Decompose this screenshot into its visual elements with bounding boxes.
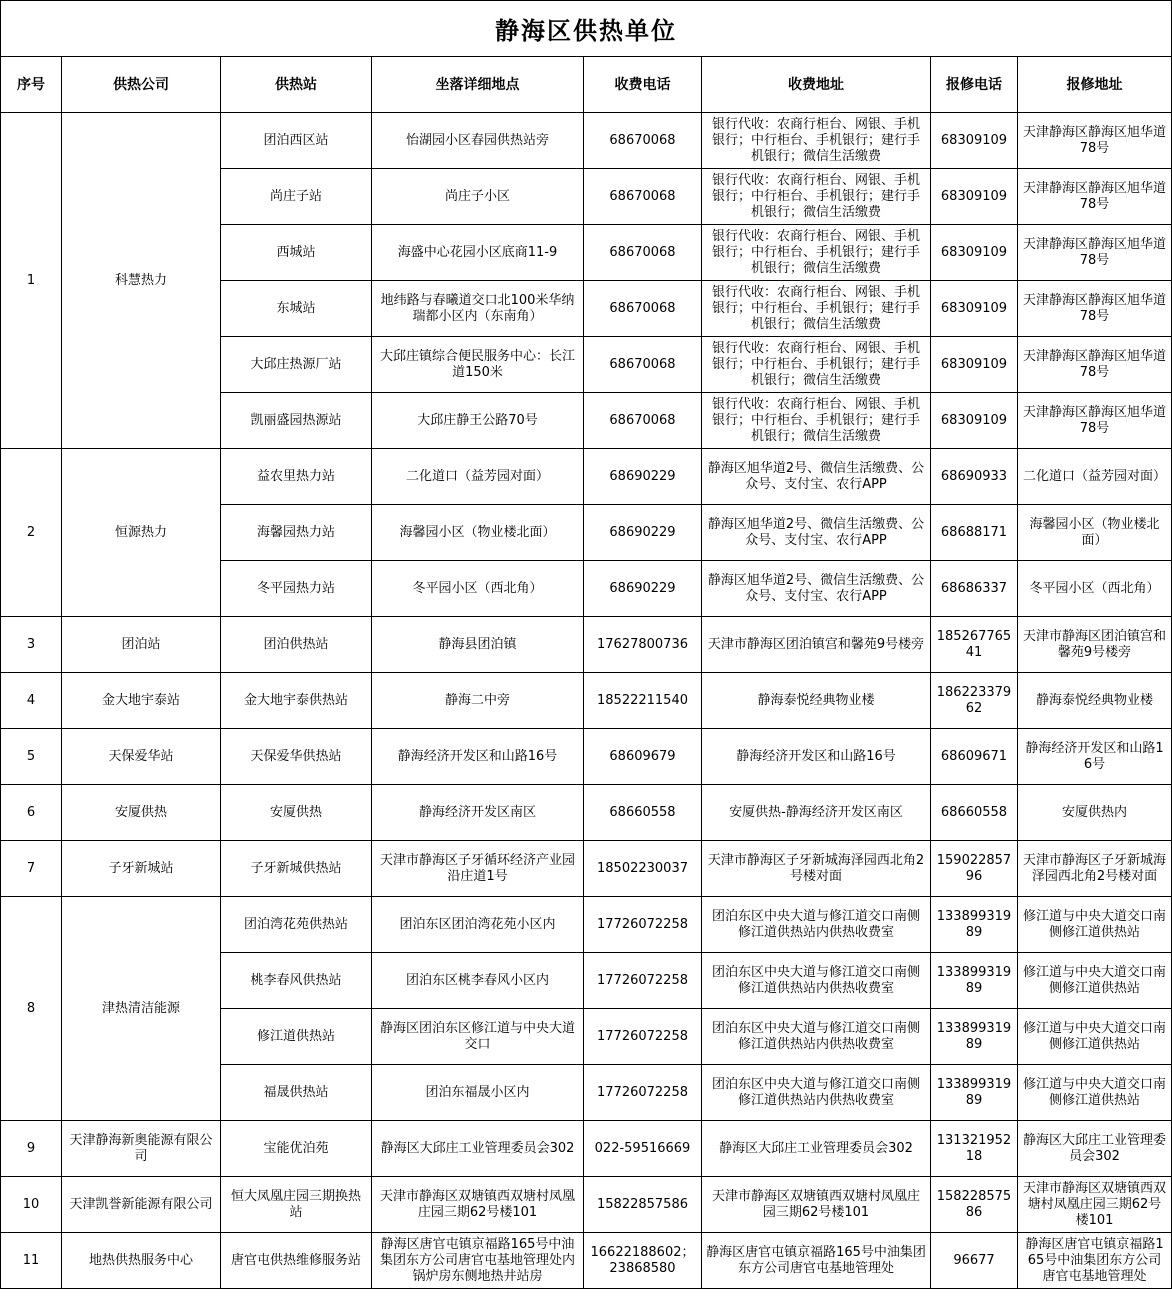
fee-address-cell: 静海区旭华道2号、微信生活缴费、公众号、支付宝、农行APP	[702, 449, 931, 505]
station-cell: 尚庄子站	[221, 169, 372, 225]
repair-phone-cell: 68660558	[931, 785, 1018, 841]
repair-phone-cell: 13389931989	[931, 953, 1018, 1009]
station-cell: 团泊西区站	[221, 113, 372, 169]
station-cell: 团泊供热站	[221, 617, 372, 673]
fee-phone-cell: 17726072258	[584, 897, 702, 953]
repair-phone-cell: 18526776541	[931, 617, 1018, 673]
repair-phone-cell: 68688171	[931, 505, 1018, 561]
location-cell: 冬平园小区（西北角）	[372, 561, 584, 617]
fee-phone-cell: 68670068	[584, 281, 702, 337]
header-repair-phone: 报修电话	[931, 57, 1018, 113]
repair-address-cell: 静海区唐官屯镇京福路165号中油集团东方公司唐官屯基地管理处	[1018, 1233, 1172, 1289]
repair-address-cell: 二化道口（益芳园对面）	[1018, 449, 1172, 505]
company-cell: 团泊站	[62, 617, 221, 673]
header-fee-address: 收费地址	[702, 57, 931, 113]
repair-address-cell: 天津静海区静海区旭华道78号	[1018, 225, 1172, 281]
location-cell: 海盛中心花园小区底商11-9	[372, 225, 584, 281]
fee-address-cell: 团泊东区中央大道与修江道交口南侧修江道供热站内供热收费室	[702, 897, 931, 953]
repair-address-cell: 海馨园小区（物业楼北面）	[1018, 505, 1172, 561]
table-row	[1, 113, 1172, 169]
table-row	[1, 1121, 1172, 1177]
station-cell: 金大地宇泰供热站	[221, 673, 372, 729]
repair-phone-cell: 15902285796	[931, 841, 1018, 897]
repair-phone-cell: 68309109	[931, 337, 1018, 393]
fee-phone-cell: 16622188602；23868580	[584, 1233, 702, 1289]
header-location: 坐落详细地点	[372, 57, 584, 113]
table-row	[1, 785, 1172, 841]
location-cell: 静海经济开发区南区	[372, 785, 584, 841]
station-cell: 宝能优泊苑	[221, 1121, 372, 1177]
location-cell: 海馨园小区（物业楼北面）	[372, 505, 584, 561]
repair-address-cell: 修江道与中央大道交口南侧修江道供热站	[1018, 953, 1172, 1009]
station-cell: 天保爱华供热站	[221, 729, 372, 785]
company-cell: 科慧热力	[62, 113, 221, 449]
repair-phone-cell: 68309109	[931, 281, 1018, 337]
repair-address-cell: 天津市静海区子牙新城海泽园西北角2号楼对面	[1018, 841, 1172, 897]
repair-address-cell: 天津静海区静海区旭华道78号	[1018, 113, 1172, 169]
company-cell: 子牙新城站	[62, 841, 221, 897]
repair-phone-cell: 68609671	[931, 729, 1018, 785]
fee-address-cell: 静海区唐官屯镇京福路165号中油集团东方公司唐官屯基地管理处	[702, 1233, 931, 1289]
fee-phone-cell: 68660558	[584, 785, 702, 841]
fee-address-cell: 静海区旭华道2号、微信生活缴费、公众号、支付宝、农行APP	[702, 561, 931, 617]
location-cell: 团泊东区团泊湾花苑小区内	[372, 897, 584, 953]
table-row	[1, 1233, 1172, 1289]
repair-address-cell: 天津市静海区团泊镇宫和馨苑9号楼旁	[1018, 617, 1172, 673]
station-cell: 恒大凤凰庄园三期换热站	[221, 1177, 372, 1233]
fee-phone-cell: 18502230037	[584, 841, 702, 897]
row-number-cell: 9	[1, 1121, 62, 1177]
company-cell: 天津凯誉新能源有限公司	[62, 1177, 221, 1233]
location-cell: 静海区唐官屯镇京福路165号中油集团东方公司唐官屯基地管理处内锅炉房东侧地热井站房	[372, 1233, 584, 1289]
repair-phone-cell: 68309109	[931, 225, 1018, 281]
table-row	[1, 841, 1172, 897]
fee-phone-cell: 68670068	[584, 169, 702, 225]
location-cell: 团泊东区桃李春风小区内	[372, 953, 584, 1009]
fee-phone-cell: 68670068	[584, 225, 702, 281]
repair-address-cell: 修江道与中央大道交口南侧修江道供热站	[1018, 1009, 1172, 1065]
fee-address-cell: 团泊东区中央大道与修江道交口南侧修江道供热站内供热收费室	[702, 1009, 931, 1065]
location-cell: 大邱庄静王公路70号	[372, 393, 584, 449]
station-cell: 桃李春风供热站	[221, 953, 372, 1009]
table-row	[1, 617, 1172, 673]
station-cell: 修江道供热站	[221, 1009, 372, 1065]
header-fee-phone: 收费电话	[584, 57, 702, 113]
fee-phone-cell: 68609679	[584, 729, 702, 785]
header-station: 供热站	[221, 57, 372, 113]
header-no: 序号	[1, 57, 62, 113]
fee-phone-cell: 022-59516669	[584, 1121, 702, 1177]
row-number-cell: 11	[1, 1233, 62, 1289]
repair-address-cell: 安厦供热内	[1018, 785, 1172, 841]
repair-phone-cell: 15822857586	[931, 1177, 1018, 1233]
fee-address-cell: 银行代收：农商行柜台、网银、手机银行；中行柜台、手机银行；建行手机银行；微信生活缴费	[702, 113, 931, 169]
table-row	[1, 897, 1172, 953]
row-number-cell: 10	[1, 1177, 62, 1233]
repair-address-cell: 天津静海区静海区旭华道78号	[1018, 337, 1172, 393]
repair-phone-cell: 68309109	[931, 393, 1018, 449]
repair-address-cell: 静海泰悦经典物业楼	[1018, 673, 1172, 729]
fee-phone-cell: 17726072258	[584, 1065, 702, 1121]
station-cell: 凯丽盛园热源站	[221, 393, 372, 449]
fee-phone-cell: 17726072258	[584, 953, 702, 1009]
company-cell: 天保爱华站	[62, 729, 221, 785]
repair-address-cell: 静海区大邱庄工业管理委员会302	[1018, 1121, 1172, 1177]
company-cell: 安厦供热	[62, 785, 221, 841]
fee-address-cell: 静海经济开发区和山路16号	[702, 729, 931, 785]
header-company: 供热公司	[62, 57, 221, 113]
location-cell: 团泊东福晟小区内	[372, 1065, 584, 1121]
fee-phone-cell: 68690229	[584, 561, 702, 617]
station-cell: 冬平园热力站	[221, 561, 372, 617]
row-number-cell: 6	[1, 785, 62, 841]
fee-address-cell: 团泊东区中央大道与修江道交口南侧修江道供热站内供热收费室	[702, 1065, 931, 1121]
repair-address-cell: 冬平园小区（西北角）	[1018, 561, 1172, 617]
header-repair-address: 报修地址	[1018, 57, 1172, 113]
fee-phone-cell: 15822857586	[584, 1177, 702, 1233]
repair-phone-cell: 96677	[931, 1233, 1018, 1289]
row-number-cell: 4	[1, 673, 62, 729]
repair-phone-cell: 68309109	[931, 169, 1018, 225]
fee-address-cell: 安厦供热-静海经济开发区南区	[702, 785, 931, 841]
company-cell: 恒源热力	[62, 449, 221, 617]
fee-address-cell: 银行代收：农商行柜台、网银、手机银行；中行柜台、手机银行；建行手机银行；微信生活缴费	[702, 337, 931, 393]
fee-address-cell: 天津市静海区子牙新城海泽园西北角2号楼对面	[702, 841, 931, 897]
station-cell: 安厦供热	[221, 785, 372, 841]
location-cell: 尚庄子小区	[372, 169, 584, 225]
fee-phone-cell: 17627800736	[584, 617, 702, 673]
table-row	[1, 729, 1172, 785]
station-cell: 团泊湾花苑供热站	[221, 897, 372, 953]
station-cell: 东城站	[221, 281, 372, 337]
repair-phone-cell: 68309109	[931, 113, 1018, 169]
location-cell: 静海二中旁	[372, 673, 584, 729]
table-row	[1, 1177, 1172, 1233]
location-cell: 静海区大邱庄工业管理委员会302	[372, 1121, 584, 1177]
sheet-title: 静海区供热单位	[0, 0, 1172, 56]
row-number-cell: 7	[1, 841, 62, 897]
station-cell: 唐官屯供热维修服务站	[221, 1233, 372, 1289]
row-number-cell: 2	[1, 449, 62, 617]
location-cell: 静海经济开发区和山路16号	[372, 729, 584, 785]
station-cell: 大邱庄热源厂站	[221, 337, 372, 393]
fee-address-cell: 银行代收：农商行柜台、网银、手机银行；中行柜台、手机银行；建行手机银行；微信生活缴费	[702, 281, 931, 337]
fee-address-cell: 天津市静海区团泊镇宫和馨苑9号楼旁	[702, 617, 931, 673]
repair-address-cell: 天津市静海区双塘镇西双塘村凤凰庄园三期62号楼101	[1018, 1177, 1172, 1233]
location-cell: 天津市静海区子牙循环经济产业园沿庄道1号	[372, 841, 584, 897]
table-row	[1, 673, 1172, 729]
repair-phone-cell: 13389931989	[931, 1065, 1018, 1121]
repair-phone-cell: 13389931989	[931, 1009, 1018, 1065]
fee-address-cell: 静海区旭华道2号、微信生活缴费、公众号、支付宝、农行APP	[702, 505, 931, 561]
company-cell: 天津静海新奥能源有限公司	[62, 1121, 221, 1177]
heating-units-table	[0, 56, 1172, 1289]
repair-address-cell: 天津静海区静海区旭华道78号	[1018, 393, 1172, 449]
table-body	[1, 113, 1172, 1289]
fee-phone-cell: 18522211540	[584, 673, 702, 729]
station-cell: 西城站	[221, 225, 372, 281]
row-number-cell: 5	[1, 729, 62, 785]
fee-phone-cell: 68690229	[584, 505, 702, 561]
row-number-cell: 1	[1, 113, 62, 449]
repair-phone-cell: 68686337	[931, 561, 1018, 617]
fee-phone-cell: 68690229	[584, 449, 702, 505]
row-number-cell: 3	[1, 617, 62, 673]
station-cell: 海馨园热力站	[221, 505, 372, 561]
station-cell: 子牙新城供热站	[221, 841, 372, 897]
location-cell: 静海县团泊镇	[372, 617, 584, 673]
repair-address-cell: 静海经济开发区和山路16号	[1018, 729, 1172, 785]
fee-address-cell: 银行代收：农商行柜台、网银、手机银行；中行柜台、手机银行；建行手机银行；微信生活缴费	[702, 225, 931, 281]
header-row	[1, 57, 1172, 113]
station-cell: 益农里热力站	[221, 449, 372, 505]
company-cell: 金大地宇泰站	[62, 673, 221, 729]
fee-phone-cell: 17726072258	[584, 1009, 702, 1065]
fee-phone-cell: 68670068	[584, 337, 702, 393]
repair-address-cell: 修江道与中央大道交口南侧修江道供热站	[1018, 1065, 1172, 1121]
location-cell: 地纬路与春曦道交口北100米华纳瑞都小区内（东南角）	[372, 281, 584, 337]
location-cell: 静海区团泊东区修江道与中央大道交口	[372, 1009, 584, 1065]
location-cell: 大邱庄镇综合便民服务中心：长江道150米	[372, 337, 584, 393]
repair-phone-cell: 13389931989	[931, 897, 1018, 953]
fee-address-cell: 静海区大邱庄工业管理委员会302	[702, 1121, 931, 1177]
fee-address-cell: 银行代收：农商行柜台、网银、手机银行；中行柜台、手机银行；建行手机银行；微信生活缴费	[702, 393, 931, 449]
location-cell: 二化道口（益芳园对面）	[372, 449, 584, 505]
company-cell: 地热供热服务中心	[62, 1233, 221, 1289]
location-cell: 天津市静海区双塘镇西双塘村凤凰庄园三期62号楼101	[372, 1177, 584, 1233]
station-cell: 福晟供热站	[221, 1065, 372, 1121]
location-cell: 怡湖园小区春园供热站旁	[372, 113, 584, 169]
fee-address-cell: 银行代收：农商行柜台、网银、手机银行；中行柜台、手机银行；建行手机银行；微信生活缴费	[702, 169, 931, 225]
fee-address-cell: 团泊东区中央大道与修江道交口南侧修江道供热站内供热收费室	[702, 953, 931, 1009]
fee-address-cell: 静海泰悦经典物业楼	[702, 673, 931, 729]
fee-address-cell: 天津市静海区双塘镇西双塘村凤凰庄园三期62号楼101	[702, 1177, 931, 1233]
fee-phone-cell: 68670068	[584, 113, 702, 169]
row-number-cell: 8	[1, 897, 62, 1121]
repair-phone-cell: 68690933	[931, 449, 1018, 505]
repair-address-cell: 修江道与中央大道交口南侧修江道供热站	[1018, 897, 1172, 953]
repair-address-cell: 天津静海区静海区旭华道78号	[1018, 281, 1172, 337]
repair-address-cell: 天津静海区静海区旭华道78号	[1018, 169, 1172, 225]
company-cell: 津热清洁能源	[62, 897, 221, 1121]
repair-phone-cell: 13132195218	[931, 1121, 1018, 1177]
repair-phone-cell: 18622337962	[931, 673, 1018, 729]
table-row	[1, 449, 1172, 505]
fee-phone-cell: 68670068	[584, 393, 702, 449]
